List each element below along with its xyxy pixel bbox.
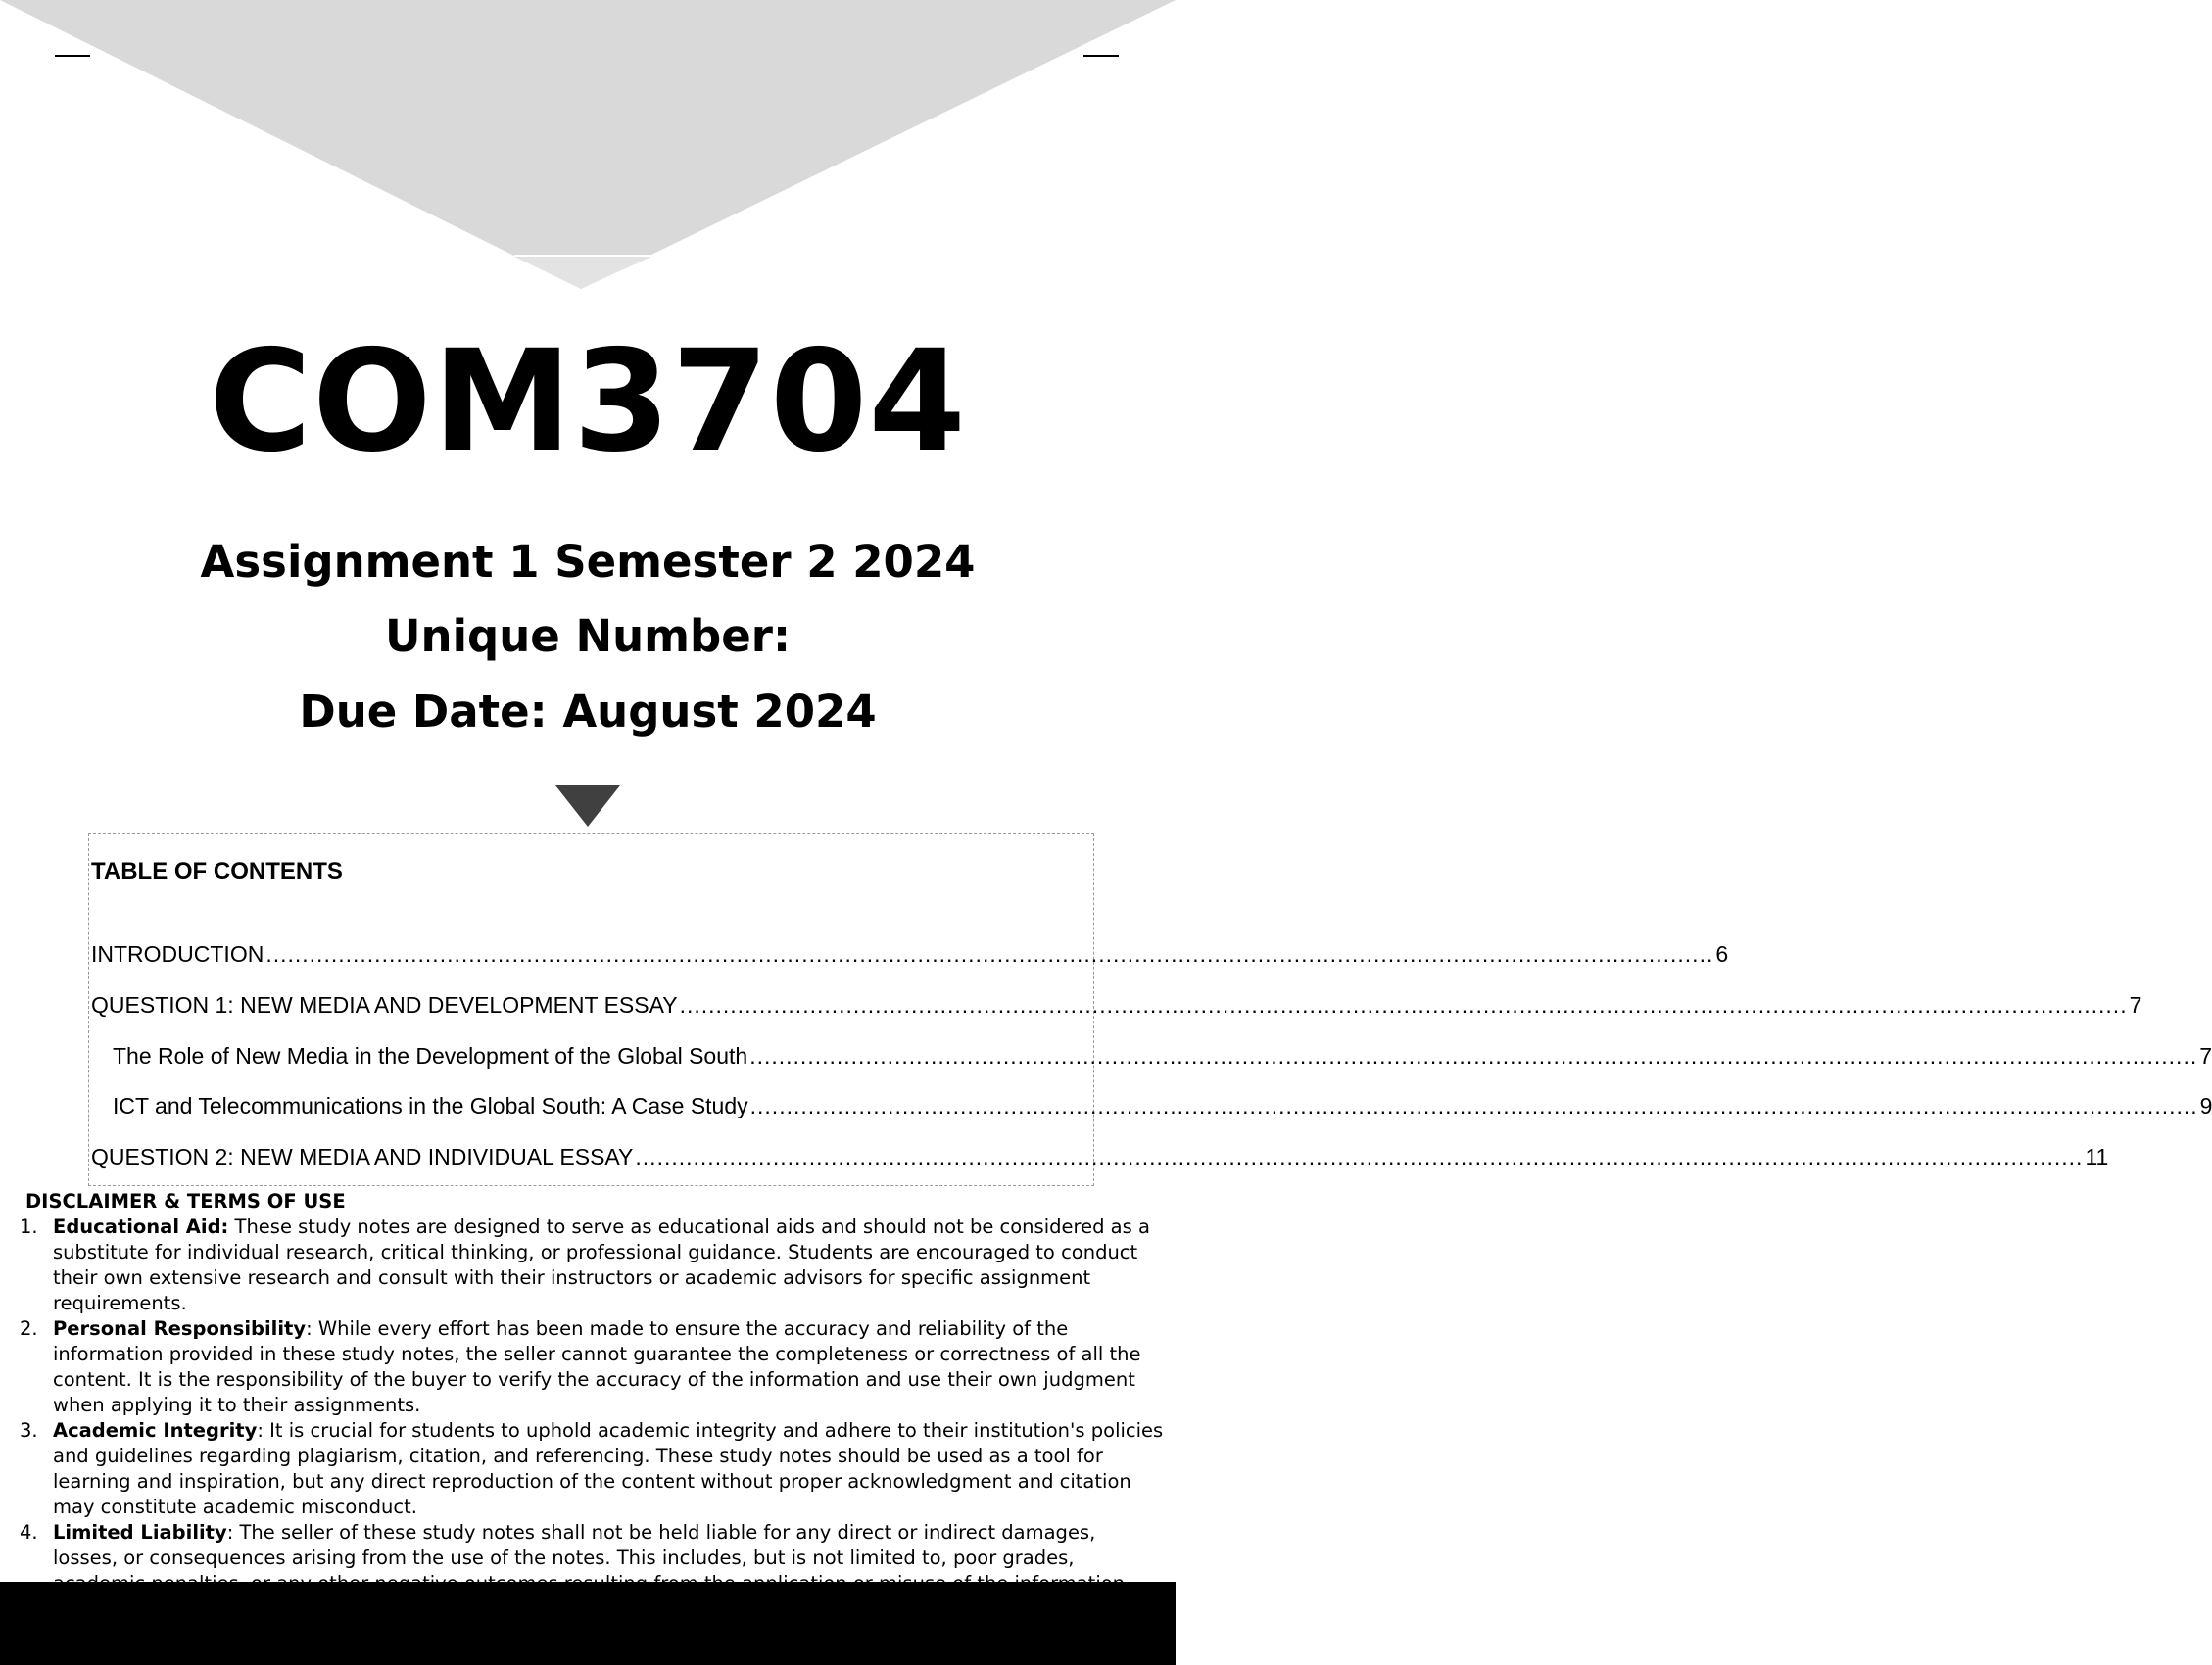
toc-entry[interactable] [113,1043,2212,1070]
toc-entry-label: The Role of New Media in the Development of the Global South [113,1043,748,1069]
toc-entry[interactable] [91,941,1729,968]
table-of-contents [88,833,2212,1186]
disclaimer-item-number: 3. [20,1419,38,1442]
disclaimer-item-text: These study notes are designed to serve as educational aids and should not be considered as a substitute for individual research, critical thinking, or professional guidance. Students are encouraged to conduct their own extensive research and consult with their instructors or academic advisors for specific assignment requirements. [53,1215,1150,1314]
toc-entry-page: 11 [2085,1144,2109,1169]
toc-entry-page: 7 [2129,992,2142,1018]
toc-entry-label: QUESTION 2: NEW MEDIA AND INDIVIDUAL ESSAY [91,1144,634,1169]
disclaimer-item-text: : It is crucial for students to uphold academic integrity and adhere to their institution's policies and guidelines regarding plagiarism, citation, and referencing. These study notes should be used as a tool for learning and inspiration, but any direct reproduction of the content without proper acknowledgment and citation may constitute academic misconduct. [53,1419,1164,1518]
toc-title: TABLE OF CONTENTS [91,858,343,884]
disclaimer-item [20,1418,1164,1520]
down-triangle-icon [555,785,620,827]
toc-entry-page: 9 [2199,1093,2212,1118]
unique-number-label: Unique Number: [385,610,791,662]
disclaimer-item-heading: Personal Responsibility [53,1317,307,1340]
disclaimer-item-number: 2. [20,1317,38,1340]
toc-entry-page: 6 [1715,941,1729,967]
toc-entry-label: ICT and Telecommunications in the Global South: A Case Study [113,1093,748,1118]
header-chevron-graphic [0,0,1176,294]
disclaimer-item-number: 1. [20,1215,38,1238]
disclaimer-list [20,1214,1164,1596]
toc-entry[interactable] [91,1144,2109,1170]
toc-leader-dots: ........................................................................................................................................................................................................ [749,1093,2198,1118]
toc-entry[interactable] [113,1093,2212,1119]
disclaimer-item [20,1214,1164,1316]
course-code-title: COM3704 [209,319,967,483]
toc-entry-label: INTRODUCTION [91,941,264,967]
assignment-subtitle: Assignment 1 Semester 2 2024 [200,536,976,588]
toc-leader-dots: ........................................................................................................................................................................................................ [679,992,2128,1018]
disclaimer-title: DISCLAIMER & TERMS OF USE [25,1190,346,1213]
due-date-label: Due Date: August 2024 [299,686,877,737]
disclaimer-item-number: 4. [20,1521,38,1544]
toc-leader-dots: ........................................................................................................................................................................................................ [265,941,1714,967]
toc-leader-dots: ........................................................................................................................................................................................................ [635,1144,2084,1169]
disclaimer-item [20,1316,1164,1418]
toc-entry[interactable] [91,992,2142,1019]
toc-entry-label: QUESTION 1: NEW MEDIA AND DEVELOPMENT ESSAY [91,992,678,1018]
disclaimer-item-text: : The seller of these study notes shall not be held liable for any direct or indirect damages, losses, or consequences arising from the use of the notes. This includes, but is not limited to, poor grades, [53,1521,1096,1569]
toc-entry-page: 7 [2199,1043,2212,1069]
disclaimer-item-heading: Educational Aid: [53,1215,229,1238]
disclaimer-item-heading: Academic Integrity [53,1419,258,1442]
disclaimer-item-text: : While every effort has been made to ensure the accuracy and reliability of the information provided in these study notes, the seller cannot guarantee the completeness or correctness of all the content. It is the responsibility of the buyer to verify the accuracy of the information and use their own judgment when applying it to their assignments. [53,1317,1141,1416]
toc-leader-dots: ........................................................................................................................................................................................................ [749,1043,2198,1069]
disclaimer-item-heading: Limited Liability [53,1521,227,1544]
disclaimer-section [20,1189,1164,1596]
viewer-bottom-bar [0,1582,1176,1665]
corner-mark-left [55,55,90,57]
corner-mark-right [1083,55,1119,57]
